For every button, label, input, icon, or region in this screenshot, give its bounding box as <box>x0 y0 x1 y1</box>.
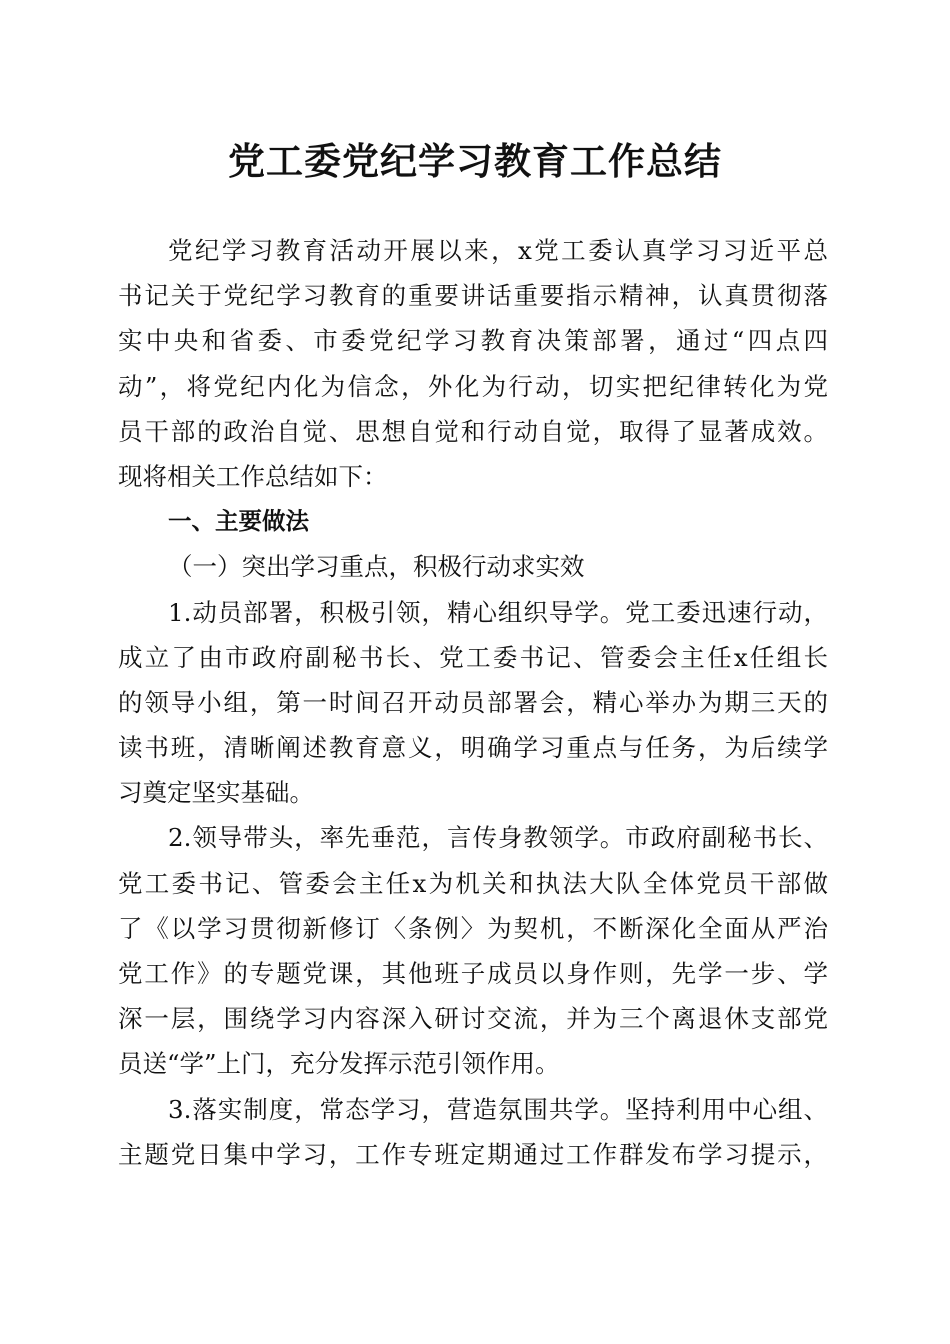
paragraph-line: 动”，将党纪内化为信念，外化为行动，切实把纪律转化为党 <box>118 371 828 401</box>
paragraph-line: 主题党日集中学习，工作专班定期通过工作群发布学习提示， <box>118 1139 828 1169</box>
paragraph-line: 1.动员部署，积极引领，精心组织导学。党工委迅速行动， <box>168 597 828 627</box>
document-body <box>118 228 828 1177</box>
paragraph-line: 深一层，围绕学习内容深入研讨交流，并为三个离退休支部党 <box>118 1004 828 1034</box>
paragraph-line: 读书班，清晰阐述教育意义，明确学习重点与任务，为后续学 <box>118 733 828 763</box>
paragraph-line: 现将相关工作总结如下： <box>118 461 388 491</box>
paragraph-line: 书记关于党纪学习教育的重要讲话重要指示精神，认真贯彻落 <box>118 281 828 311</box>
subsection-heading: （一）突出学习重点，积极行动求实效 <box>168 552 585 582</box>
paragraph-line: 党工作》的专题党课，其他班子成员以身作则，先学一步、学 <box>118 959 828 988</box>
section-heading: 一、主要做法 <box>168 507 309 536</box>
paragraph-line: 党纪学习教育活动开展以来，x党工委认真学习习近平总 <box>168 236 828 265</box>
paragraph-line: 3.落实制度，常态学习，营造氛围共学。坚持利用中心组、 <box>168 1094 828 1124</box>
paragraph-line: 成立了由市政府副秘书长、党工委书记、管委会主任x任组长 <box>118 642 828 672</box>
paragraph-line: 的领导小组，第一时间召开动员部署会，精心举办为期三天的 <box>118 687 828 717</box>
paragraph-line: 2.领导带头，率先垂范，言传身教领学。市政府副秘书长、 <box>168 823 828 853</box>
document-title: 党工委党纪学习教育工作总结 <box>228 139 722 183</box>
paragraph-line: 实中央和省委、市委党纪学习教育决策部署，通过“四点四 <box>118 326 828 356</box>
paragraph-line: 党工委书记、管委会主任x为机关和执法大队全体党员干部做 <box>118 868 828 898</box>
paragraph-line: 了《以学习贯彻新修订〈条例〉为契机，不断深化全面从严治 <box>118 913 828 943</box>
paragraph-line: 员送“学”上门，充分发挥示范引领作用。 <box>118 1049 560 1079</box>
paragraph-line: 员干部的政治自觉、思想自觉和行动自觉，取得了显著成效。 <box>118 416 828 446</box>
paragraph-line: 习奠定坚实基础。 <box>118 778 314 808</box>
